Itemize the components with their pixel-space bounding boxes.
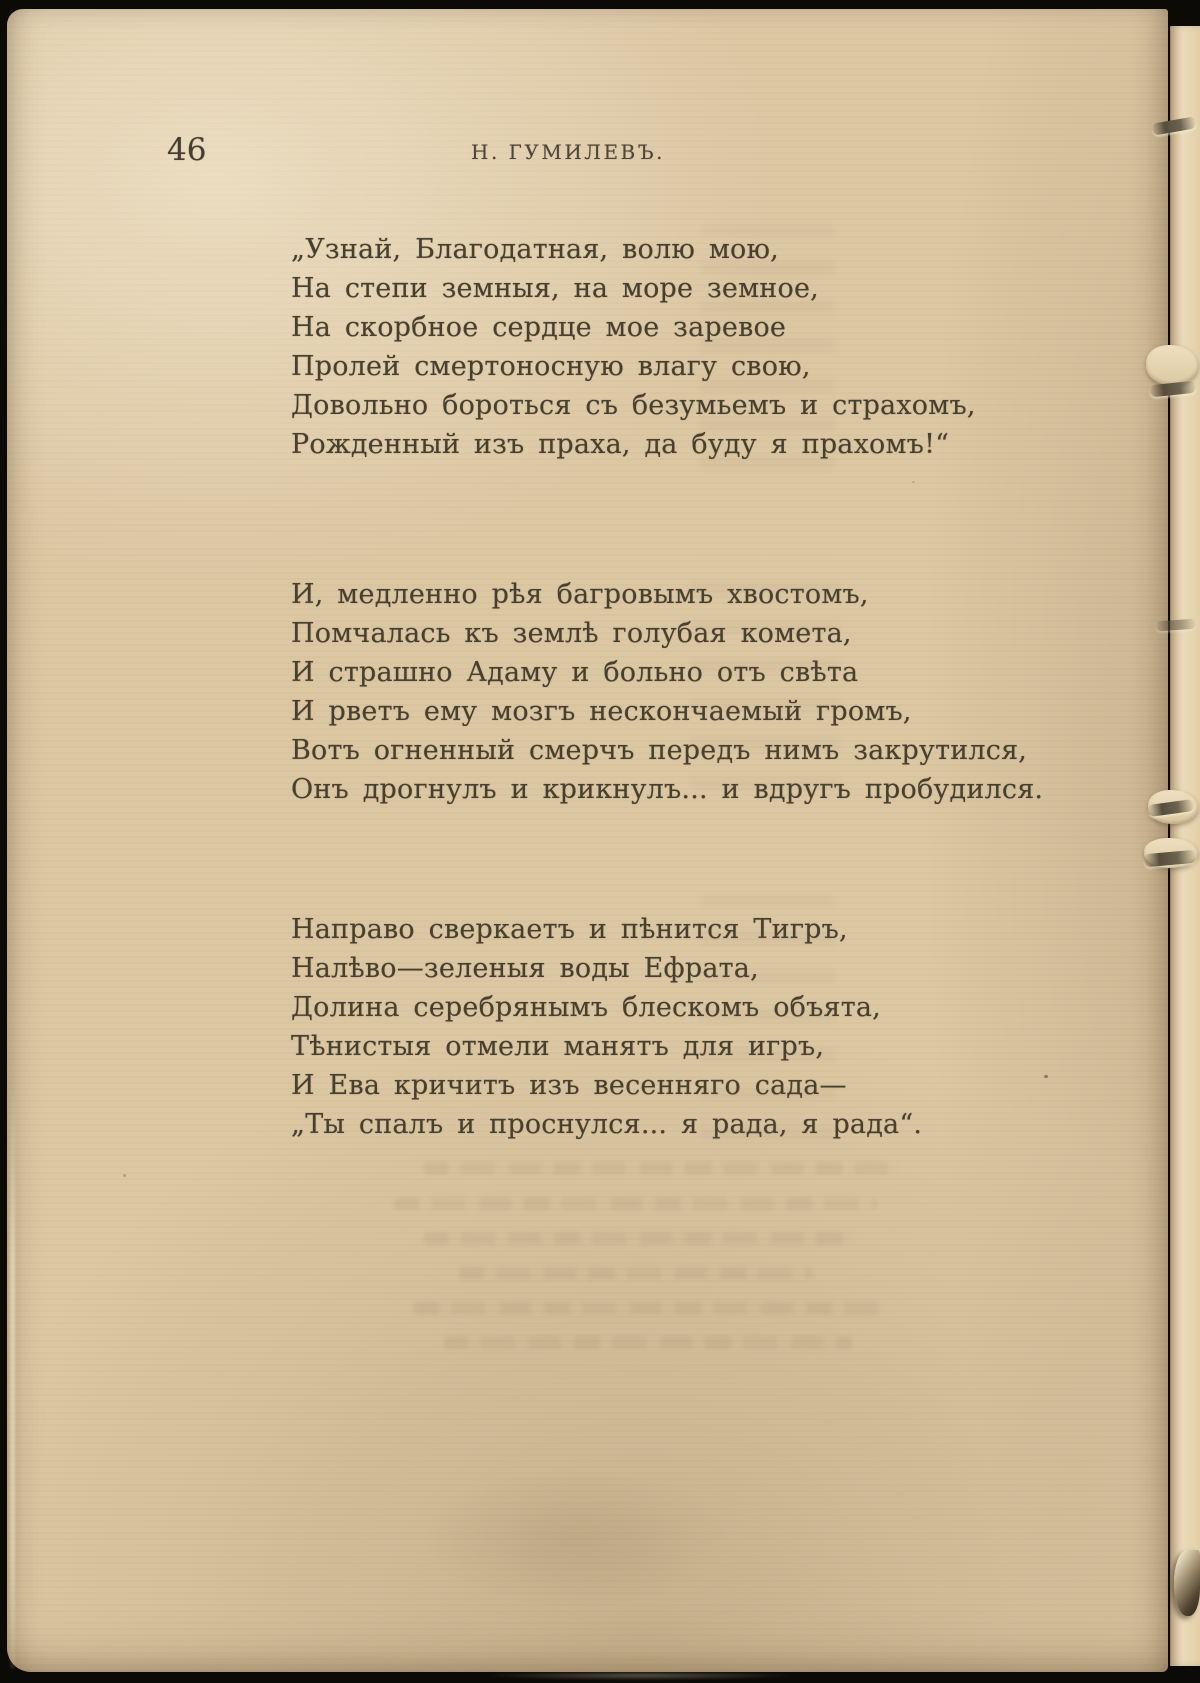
poem-line: Направо сверкаетъ и пѣнится Тигръ, bbox=[291, 914, 848, 945]
paper-speck bbox=[1044, 1075, 1048, 1078]
poem-line: На скорбное сердце мое заревое bbox=[291, 312, 787, 343]
bottom-page-edge bbox=[430, 1672, 850, 1681]
stanza-2 bbox=[291, 575, 1043, 809]
poem-line: Налѣво—зеленыя воды Ефрата, bbox=[291, 953, 759, 984]
poem-line: И страшно Адаму и больно отъ свѣта bbox=[291, 657, 859, 688]
poem-line: Тѣнистыя отмели манятъ для игръ, bbox=[291, 1031, 825, 1062]
show-through-text bbox=[423, 1232, 853, 1245]
show-through-text bbox=[458, 1267, 813, 1280]
poem-line: И рветъ ему мозгъ нескончаемый громъ, bbox=[291, 696, 912, 727]
book-page bbox=[7, 9, 1168, 1672]
poem-line: „Ты спалъ и проснулся... я рада, я рада“. bbox=[291, 1109, 923, 1140]
show-through-text bbox=[690, 555, 840, 790]
paper-speck bbox=[912, 481, 915, 483]
show-through-text bbox=[423, 1162, 898, 1175]
poem-line: И, медленно рѣя багровымъ хвостомъ, bbox=[291, 579, 869, 610]
poem-line: Довольно бороться съ безумьемъ и страхомъ, bbox=[291, 390, 976, 421]
poem-line: „Узнай, Благодатная, волю мою, bbox=[291, 234, 779, 265]
poem-line: Вотъ огненный смерчъ передъ нимъ закрутился, bbox=[291, 735, 1028, 766]
binding-notch bbox=[1146, 345, 1198, 385]
show-through-text bbox=[700, 895, 835, 1140]
poem-line: И Ева кричитъ изъ весенняго сада— bbox=[291, 1070, 847, 1101]
poem-line: Онъ дрогнулъ и крикнулъ... и вдругъ пробудился. bbox=[291, 774, 1044, 805]
show-through-text bbox=[393, 1197, 878, 1210]
poem-line: Долина серебрянымъ блескомъ объята, bbox=[291, 992, 881, 1023]
show-through-text bbox=[413, 1302, 883, 1315]
poem-line: Пролей смертоносную влагу свою, bbox=[291, 351, 811, 382]
poem-line: На степи земныя, на море земное, bbox=[291, 273, 819, 304]
stanza-1 bbox=[291, 230, 976, 464]
poem-line: Рожденный изъ праха, да буду я прахомъ!“ bbox=[291, 429, 950, 460]
show-through-text bbox=[443, 1336, 853, 1349]
running-header-author: Н. ГУМИЛЕВЪ. bbox=[471, 140, 666, 164]
poem-line: Помчалась къ землѣ голубая комета, bbox=[291, 618, 852, 649]
page-number: 46 bbox=[167, 132, 207, 168]
paper-speck bbox=[123, 1174, 126, 1177]
show-through-text bbox=[700, 225, 835, 470]
page-curl bbox=[1174, 1550, 1200, 1616]
left-page-edge-highlight bbox=[10, 1084, 15, 1669]
